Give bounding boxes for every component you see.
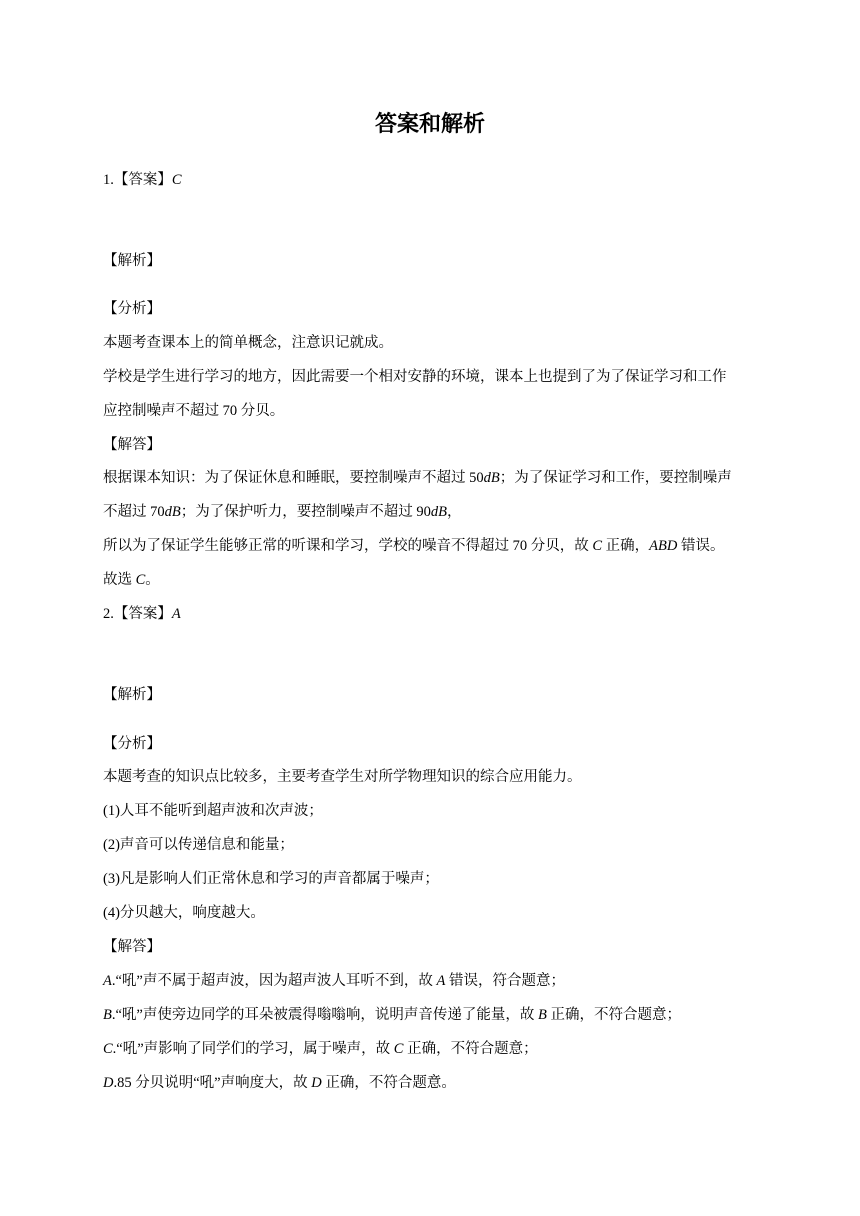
text-run: .85 分贝说明“吼”声响度大，故 xyxy=(113,1075,312,1091)
option-letter: B xyxy=(103,1007,112,1023)
text-run: .“吼”声影响了同学们的学习，属于噪声，故 xyxy=(112,1041,394,1057)
text-run: 正确，不符合题意； xyxy=(403,1041,538,1057)
text-run: 错误。 xyxy=(677,538,725,554)
text-run: 。 xyxy=(145,572,160,588)
text-run: 根据课本知识：为了保证休息和睡眠，要控制噪声不超过 50 xyxy=(103,470,484,486)
option-letter: D xyxy=(103,1075,114,1091)
q2-fenxi-line: (1)人耳不能听到超声波和次声波； xyxy=(103,803,323,819)
text-run: 故选 xyxy=(103,572,136,588)
q1-fenxi-line: 学校是学生进行学习的地方，因此需要一个相对安静的环境，课本上也提到了为了保证学习和工作 xyxy=(103,369,727,385)
text-run: 正确，不符合题意。 xyxy=(321,1075,456,1091)
q2-option-line xyxy=(103,1004,763,1026)
text-run: ， xyxy=(446,504,462,520)
q2-fenxi-line: (2)声音可以传递信息和能量； xyxy=(103,837,294,853)
option-letter: C xyxy=(393,1041,404,1057)
page-title: 答案和解析 xyxy=(374,112,485,137)
option-letter: A xyxy=(103,973,112,989)
q1-jieda-heading: 【解答】 xyxy=(103,437,161,453)
q2-option-line xyxy=(103,1038,763,1060)
q1-fenxi-heading: 【分析】 xyxy=(103,301,161,317)
q1-jieda-line xyxy=(103,535,763,557)
option-letter: C xyxy=(592,538,603,554)
q1-jieda-line xyxy=(103,501,763,523)
q2-option-line xyxy=(103,1072,763,1094)
q2-fenxi-line: (3)凡是影响人们正常休息和学习的声音都属于噪声； xyxy=(103,871,439,887)
text-run: ；为了保证学习和工作，要控制噪声 xyxy=(499,470,732,486)
q1-fenxi-line: 应控制噪声不超过 70 分贝。 xyxy=(103,403,285,419)
q2-option-line xyxy=(103,970,763,992)
option-letter: D xyxy=(311,1075,322,1091)
q1-answer-line xyxy=(103,169,763,191)
unit-text: dB xyxy=(430,504,447,520)
q2-answer-line xyxy=(103,603,763,625)
answer-label: 2.【答案】 xyxy=(103,606,172,622)
q1-fenxi-line: 本题考查课本上的简单概念，注意识记就成。 xyxy=(103,335,393,351)
text-run: ；为了保护听力，要控制噪声不超过 90 xyxy=(180,504,431,520)
answer-label: 1.【答案】 xyxy=(103,172,172,188)
unit-text: dB xyxy=(164,504,181,520)
text-run: 正确，不符合题意； xyxy=(546,1007,681,1023)
q1-jieda-line xyxy=(103,569,763,591)
q2-fenxi-heading: 【分析】 xyxy=(103,736,161,752)
text-run: 所以为了保证学生能够正常的听课和学习，学校的噪音不得超过 70 分贝，故 xyxy=(103,538,593,554)
answer-letter: C xyxy=(171,172,182,188)
option-letter: B xyxy=(537,1007,547,1023)
option-letter: C xyxy=(135,572,146,588)
q1-jieda-line xyxy=(103,467,763,489)
q2-fenxi-line: 本题考查的知识点比较多，主要考查学生对所学物理知识的综合应用能力。 xyxy=(103,769,582,785)
option-letter: A xyxy=(436,973,446,989)
option-letter: C xyxy=(103,1041,113,1057)
text-run: 错误，符合题意； xyxy=(445,973,565,989)
answer-letter: A xyxy=(171,606,181,622)
text-run: 不超过 70 xyxy=(103,504,165,520)
q2-jieda-heading: 【解答】 xyxy=(103,939,161,955)
text-run: .“吼”声使旁边同学的耳朵被震得嗡嗡响，说明声音传递了能量，故 xyxy=(111,1007,538,1023)
q1-jiexi-heading: 【解析】 xyxy=(103,253,161,269)
q2-fenxi-line: (4)分贝越大，响度越大。 xyxy=(103,905,265,921)
q2-jiexi-heading: 【解析】 xyxy=(103,687,161,703)
text-run: 正确， xyxy=(602,538,650,554)
option-letter: ABD xyxy=(649,538,678,554)
text-run: .“吼”声不属于超声波，因为超声波人耳听不到，故 xyxy=(111,973,437,989)
unit-text: dB xyxy=(483,470,500,486)
